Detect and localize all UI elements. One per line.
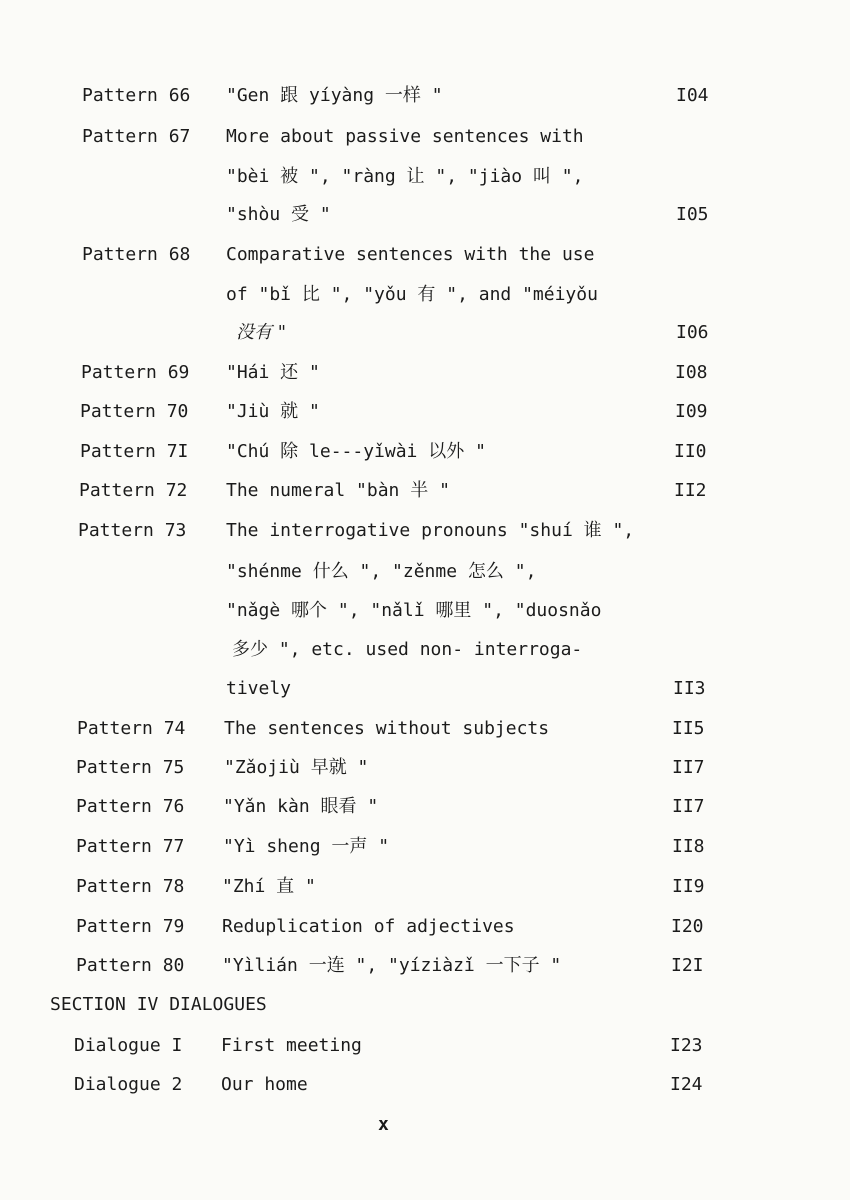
entry-page: II3 bbox=[673, 678, 706, 699]
entry-label: Pattern 77 bbox=[76, 836, 185, 857]
entry-text: of "bǐ 比 ", "yǒu 有 ", and "méiyǒu bbox=[226, 284, 598, 305]
entry-page: I04 bbox=[676, 85, 709, 106]
entry-label: Pattern 67 bbox=[82, 126, 191, 147]
entry-page: II0 bbox=[674, 441, 707, 462]
entry-text: "Hái 还 " bbox=[226, 362, 320, 383]
entry-text: "bèi 被 ", "ràng 让 ", "jiào 叫 ", bbox=[226, 166, 584, 187]
entry-page: II7 bbox=[672, 757, 705, 778]
entry-label: Pattern 69 bbox=[81, 362, 190, 383]
entry-text: "Yìlián 一连 ", "yíziàzǐ 一下子 " bbox=[222, 955, 562, 976]
entry-text: The sentences without subjects bbox=[224, 718, 550, 739]
entry-label: Pattern 74 bbox=[77, 718, 186, 739]
entry-text: The numeral "bàn 半 " bbox=[226, 480, 450, 501]
entry-label: Pattern 76 bbox=[76, 796, 185, 817]
entry-text: "shòu 受 " bbox=[226, 204, 331, 225]
entry-page: II8 bbox=[672, 836, 705, 857]
entry-label: Dialogue 2 bbox=[74, 1074, 183, 1095]
entry-text: "Zhí 直 " bbox=[222, 876, 316, 897]
entry-label: Pattern 78 bbox=[76, 876, 185, 897]
entry-page: I24 bbox=[670, 1074, 703, 1095]
entry-label: Pattern 79 bbox=[76, 916, 185, 937]
entry-page: I05 bbox=[676, 204, 709, 225]
entry-page: I20 bbox=[671, 916, 704, 937]
entry-text: Our home bbox=[221, 1074, 308, 1095]
entry-text: Comparative sentences with the use bbox=[226, 244, 595, 265]
entry-label: Pattern 66 bbox=[82, 85, 191, 106]
entry-text: "Chú 除 le---yǐwài 以外 " bbox=[226, 441, 486, 462]
entry-text: "shénme 什么 ", "zěnme 怎么 ", bbox=[226, 561, 537, 582]
entry-text: Reduplication of adjectives bbox=[222, 916, 515, 937]
entry-label: Pattern 80 bbox=[76, 955, 185, 976]
entry-page: II9 bbox=[672, 876, 705, 897]
entry-text: First meeting bbox=[221, 1035, 362, 1056]
entry-page: I23 bbox=[670, 1035, 703, 1056]
entry-label: Pattern 72 bbox=[79, 480, 188, 501]
entry-page: II2 bbox=[674, 480, 707, 501]
section-heading: SECTION IV DIALOGUES bbox=[50, 994, 267, 1015]
entry-text: 多少 ", etc. used non- interroga- bbox=[232, 639, 583, 660]
entry-text: "Gen 跟 yíyàng 一样 " bbox=[226, 85, 443, 106]
entry-label: Pattern 68 bbox=[82, 244, 191, 265]
entry-text: "Zǎojiù 早就 " bbox=[224, 757, 369, 778]
entry-text: "Jiù 就 " bbox=[226, 401, 320, 422]
entry-page: II5 bbox=[672, 718, 705, 739]
entry-label: Pattern 7I bbox=[80, 441, 189, 462]
entry-page: II7 bbox=[672, 796, 705, 817]
entry-text: "nǎgè 哪个 ", "nǎlǐ 哪里 ", "duosnǎo bbox=[226, 600, 602, 621]
entry-text: "Yǎn kàn 眼看 " bbox=[223, 796, 379, 817]
entry-text: The interrogative pronouns "shuí 谁 ", bbox=[226, 520, 635, 541]
entry-text: More about passive sentences with bbox=[226, 126, 584, 147]
entry-page: I09 bbox=[675, 401, 708, 422]
entry-page: I2I bbox=[671, 955, 704, 976]
page-number: x bbox=[378, 1114, 389, 1135]
entry-page: I06 bbox=[676, 322, 709, 343]
entry-page: I08 bbox=[675, 362, 708, 383]
entry-text: tively bbox=[226, 678, 292, 699]
entry-label: Pattern 73 bbox=[78, 520, 187, 541]
entry-text: "Yì sheng 一声 " bbox=[223, 836, 390, 857]
entry-label: Pattern 70 bbox=[80, 401, 189, 422]
entry-label: Dialogue I bbox=[74, 1035, 183, 1056]
entry-label: Pattern 75 bbox=[76, 757, 185, 778]
entry-text: 没有 " bbox=[236, 322, 287, 343]
